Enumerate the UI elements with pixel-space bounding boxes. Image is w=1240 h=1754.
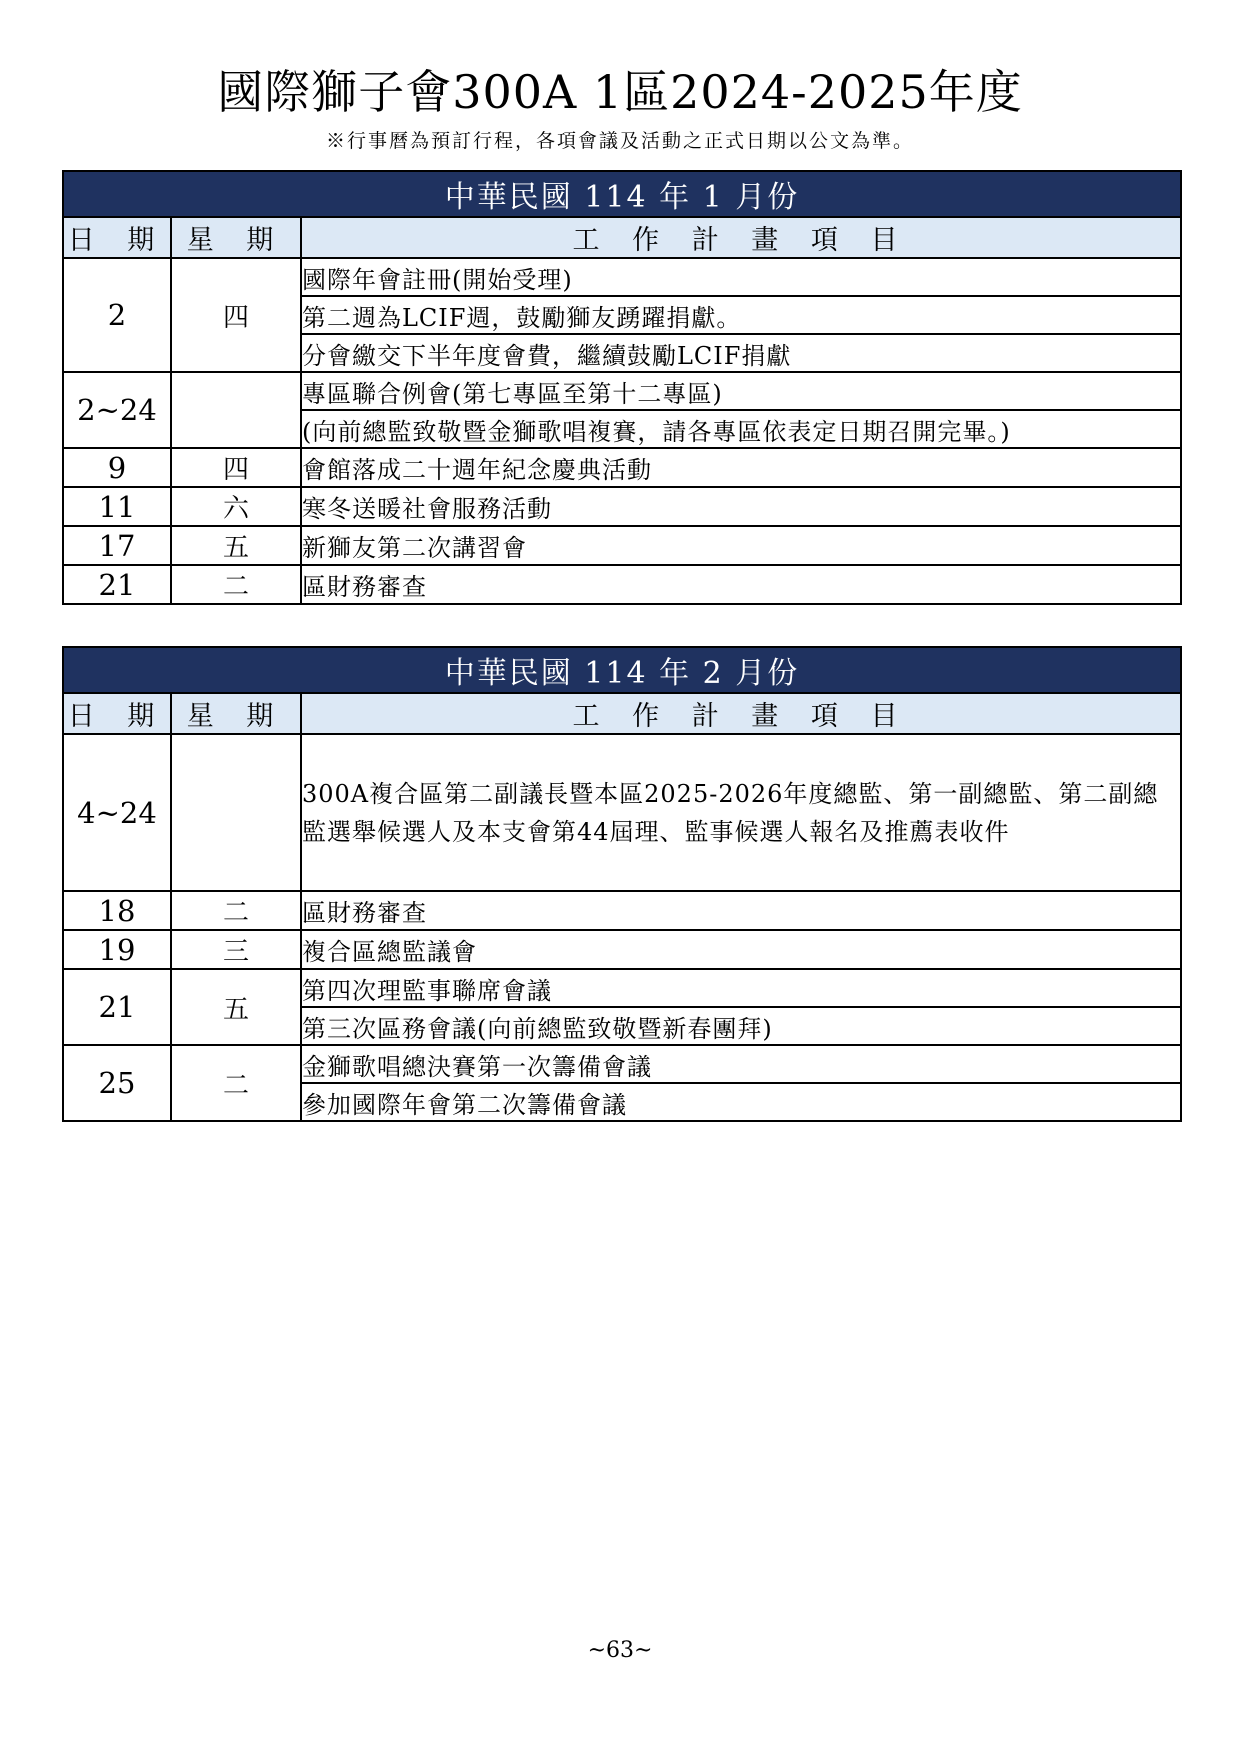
work-item-cell: 第三次區務會議(向前總監致敬暨新春團拜)	[301, 1007, 1181, 1045]
date-column-header: 日 期	[63, 693, 171, 734]
table-row	[63, 891, 1181, 930]
weekday-cell: 三	[171, 930, 301, 969]
table-row	[63, 487, 1181, 526]
table-row	[63, 565, 1181, 604]
date-cell: 2	[63, 258, 171, 372]
date-column-header: 日 期	[63, 217, 171, 258]
date-cell: 25	[63, 1045, 171, 1121]
month-heading: 中華民國 114 年 2 月份	[63, 647, 1181, 693]
date-cell: 21	[63, 565, 171, 604]
table-row	[63, 526, 1181, 565]
table-row	[63, 734, 1181, 891]
january-schedule-table	[62, 170, 1182, 605]
weekday-cell: 四	[171, 258, 301, 372]
page-number: ~63~	[587, 1638, 653, 1663]
weekday-column-header: 星 期	[171, 693, 301, 734]
work-item-cell: 專區聯合例會(第七專區至第十二專區)	[301, 372, 1181, 410]
weekday-cell	[171, 734, 301, 891]
date-cell: 9	[63, 448, 171, 487]
weekday-cell	[171, 372, 301, 448]
weekday-column-header: 星 期	[171, 217, 301, 258]
weekday-cell: 六	[171, 487, 301, 526]
table-row	[63, 969, 1181, 1007]
work-item-cell: 區財務審查	[301, 891, 1181, 930]
table-row	[63, 258, 1181, 296]
date-cell: 11	[63, 487, 171, 526]
work-item-cell: 會館落成二十週年紀念慶典活動	[301, 448, 1181, 487]
work-item-cell: 國際年會註冊(開始受理)	[301, 258, 1181, 296]
work-item-cell: 複合區總監議會	[301, 930, 1181, 969]
table-row	[63, 372, 1181, 410]
work-item-cell: 區財務審查	[301, 565, 1181, 604]
weekday-cell: 二	[171, 1045, 301, 1121]
month-heading: 中華民國 114 年 1 月份	[63, 171, 1181, 217]
date-cell: 17	[63, 526, 171, 565]
weekday-cell: 五	[171, 526, 301, 565]
date-cell: 18	[63, 891, 171, 930]
date-cell: 21	[63, 969, 171, 1045]
table-row	[63, 448, 1181, 487]
work-item-cell: 300A複合區第二副議長暨本區2025-2026年度總監、第一副總監、第二副總監選舉候選人及本支會第44屆理、監事候選人報名及推薦表收件	[301, 734, 1181, 891]
work-item-cell: 分會繳交下半年度會費，繼續鼓勵LCIF捐獻	[301, 334, 1181, 372]
date-cell: 2~24	[63, 372, 171, 448]
weekday-cell: 五	[171, 969, 301, 1045]
date-cell: 4~24	[63, 734, 171, 891]
table-row	[63, 1045, 1181, 1083]
schedule-note: ※行事曆為預訂行程，各項會議及活動之正式日期以公文為準。	[325, 130, 914, 152]
table-row	[63, 930, 1181, 969]
items-column-header: 工 作 計 畫 項 目	[301, 217, 1181, 258]
february-schedule-table	[62, 646, 1182, 1122]
work-item-cell: 金獅歌唱總決賽第一次籌備會議	[301, 1045, 1181, 1083]
date-cell: 19	[63, 930, 171, 969]
work-item-cell: 第二週為LCIF週，鼓勵獅友踴躍捐獻。	[301, 296, 1181, 334]
work-item-cell: 寒冬送暖社會服務活動	[301, 487, 1181, 526]
work-item-cell: 參加國際年會第二次籌備會議	[301, 1083, 1181, 1121]
items-column-header: 工 作 計 畫 項 目	[301, 693, 1181, 734]
page-title: 國際獅子會300A 1區2024-2025年度	[217, 65, 1023, 119]
weekday-cell: 四	[171, 448, 301, 487]
work-item-cell: 第四次理監事聯席會議	[301, 969, 1181, 1007]
weekday-cell: 二	[171, 565, 301, 604]
weekday-cell: 二	[171, 891, 301, 930]
work-item-cell: (向前總監致敬暨金獅歌唱複賽，請各專區依表定日期召開完畢。)	[301, 410, 1181, 448]
work-item-cell: 新獅友第二次講習會	[301, 526, 1181, 565]
